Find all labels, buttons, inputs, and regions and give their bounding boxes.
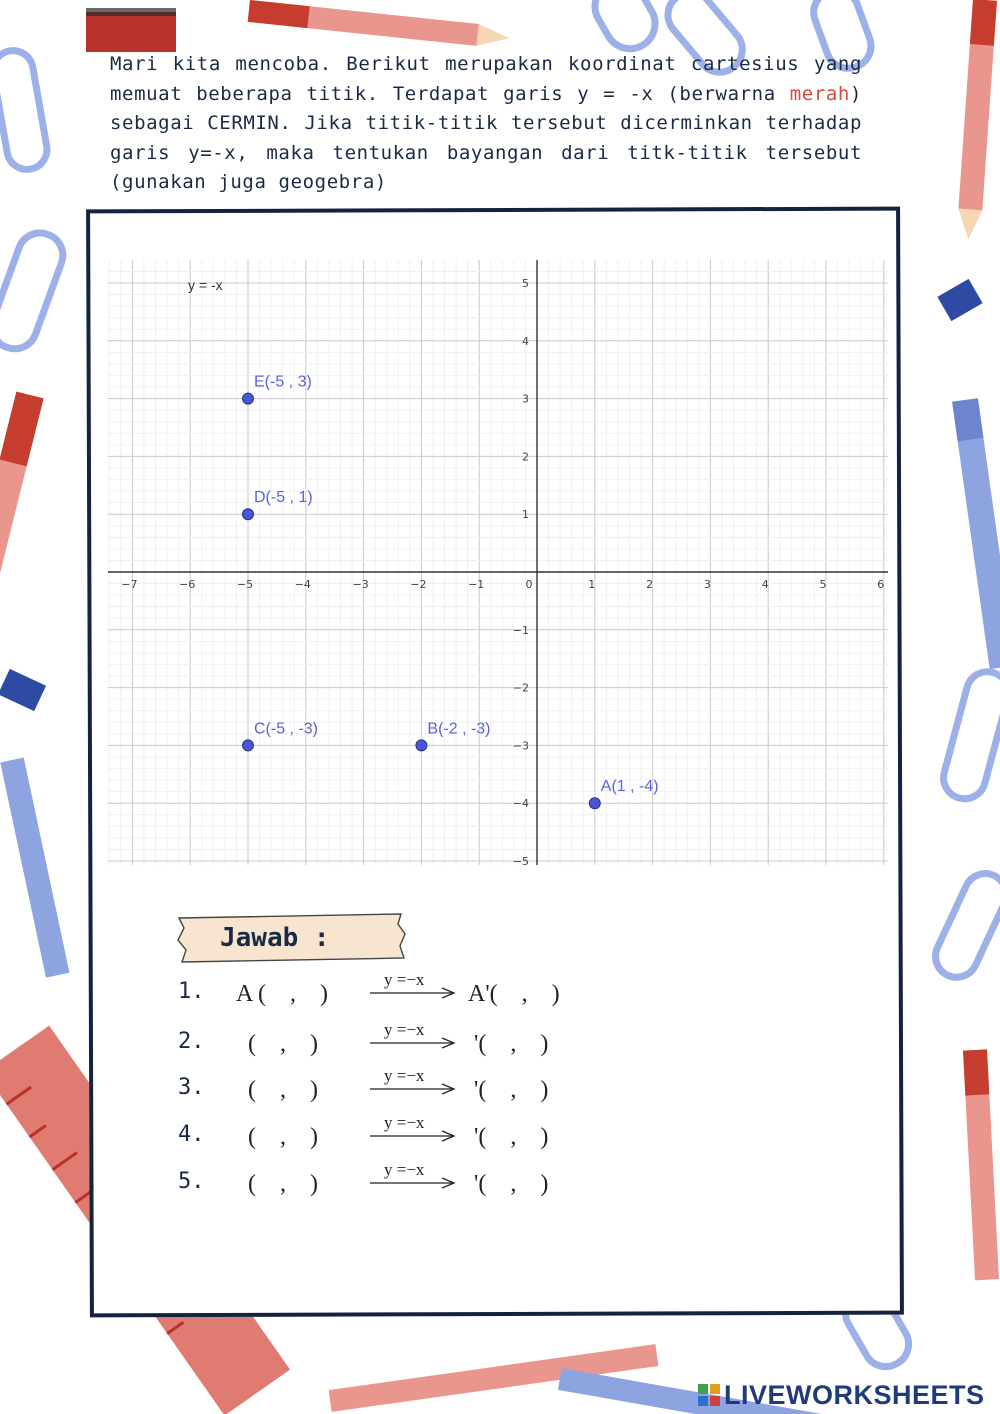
y-tick-label: 5	[522, 277, 529, 290]
x-tick-label: 2	[646, 578, 654, 591]
y-tick-label: −1	[512, 623, 529, 637]
y-tick-label: 4	[522, 334, 529, 348]
y-tick-label: −2	[512, 681, 529, 695]
answer-number: 5.	[178, 1169, 205, 1194]
x-tick-label: −5	[236, 578, 254, 591]
answer-image-point[interactable]: A'( , )	[468, 981, 560, 1007]
point-b	[416, 740, 427, 751]
point-label-e: E(-5 , 3)	[254, 373, 312, 391]
liveworksheets-icon	[698, 1384, 720, 1406]
arrow-label: y =−x	[384, 1021, 425, 1039]
answer-image-point[interactable]: '( , )	[468, 1124, 549, 1150]
answer-row	[178, 971, 638, 1015]
answer-row	[178, 1114, 638, 1158]
x-tick-label: 6	[877, 578, 885, 591]
instruction-text	[110, 50, 862, 198]
jawab-title: Jawab :	[220, 923, 330, 953]
mirror-line-label: y = -x	[188, 277, 223, 293]
answer-original-point[interactable]: ( , )	[236, 1171, 318, 1197]
y-tick-label: −5	[512, 855, 529, 865]
answer-image-point[interactable]: '( , )	[468, 1171, 549, 1197]
answer-row	[178, 1021, 638, 1065]
answer-original-point[interactable]: ( , )	[236, 1077, 318, 1103]
point-a	[589, 798, 600, 809]
x-tick-label: 4	[761, 578, 769, 591]
x-tick-label: −6	[179, 578, 196, 591]
answer-number: 3.	[178, 1075, 205, 1100]
jawab-tag	[176, 912, 406, 964]
x-tick-label: −7	[121, 578, 138, 591]
y-tick-label: 2	[522, 450, 529, 464]
answer-image-point[interactable]: '( , )	[468, 1077, 549, 1103]
point-label-c: C(-5 , -3)	[254, 720, 318, 738]
reflection-arrow	[370, 1067, 460, 1103]
x-tick-label: 0	[525, 578, 533, 591]
reflection-arrow	[370, 971, 460, 1007]
reflection-arrow	[370, 1161, 460, 1197]
answer-row	[178, 1067, 638, 1111]
y-tick-label: −3	[512, 739, 529, 753]
instruction-part1: Mari kita mencoba. Berikut merupakan koordinat cartesius yang memuat beberapa titik. Terdapat garis y = -x (berwarna	[110, 53, 862, 105]
answer-number: 1.	[178, 979, 205, 1004]
x-tick-label: 3	[703, 578, 711, 591]
answer-original-point[interactable]: ( , )	[236, 1124, 318, 1150]
x-tick-label: 1	[588, 578, 596, 591]
x-tick-label: −3	[352, 578, 369, 591]
y-tick-label: 3	[522, 392, 529, 406]
point-c	[243, 740, 254, 751]
x-tick-label: −1	[468, 578, 485, 591]
point-d	[243, 509, 254, 520]
point-e	[243, 393, 254, 404]
answer-row	[178, 1161, 638, 1205]
x-tick-label: −2	[410, 578, 427, 591]
liveworksheets-logo[interactable]	[698, 1380, 985, 1411]
y-tick-label: −4	[512, 797, 529, 811]
instruction-part2: ) sebagai CERMIN. Jika titik-titik tersebut dicerminkan terhadap garis y=-x, maka tentukan bayangan dari titk-titik tersebut (gunakan juga geogebra)	[110, 82, 862, 193]
cartesian-graph	[108, 260, 888, 865]
y-tick-label: 1	[522, 508, 529, 522]
reflection-arrow	[370, 1021, 460, 1057]
instruction-red-word: merah	[789, 82, 850, 105]
answer-original-point[interactable]: ( , )	[236, 1031, 318, 1057]
arrow-label: y =−x	[384, 1114, 425, 1132]
arrow-label: y =−x	[384, 971, 425, 989]
point-label-b: B(-2 , -3)	[427, 720, 491, 738]
answer-number: 4.	[178, 1122, 205, 1147]
point-label-d: D(-5 , 1)	[254, 489, 313, 507]
reflection-arrow	[370, 1114, 460, 1150]
point-label-a: A(1 , -4)	[600, 778, 659, 796]
logo-text: LIVEWORKSHEETS	[724, 1380, 985, 1410]
answer-image-point[interactable]: '( , )	[468, 1031, 549, 1057]
x-tick-label: −4	[294, 578, 311, 591]
answer-number: 2.	[178, 1029, 205, 1054]
arrow-label: y =−x	[384, 1067, 425, 1085]
arrow-label: y =−x	[384, 1161, 425, 1179]
answer-original-point[interactable]: A ( , )	[236, 981, 328, 1007]
x-tick-label: 5	[819, 578, 827, 591]
